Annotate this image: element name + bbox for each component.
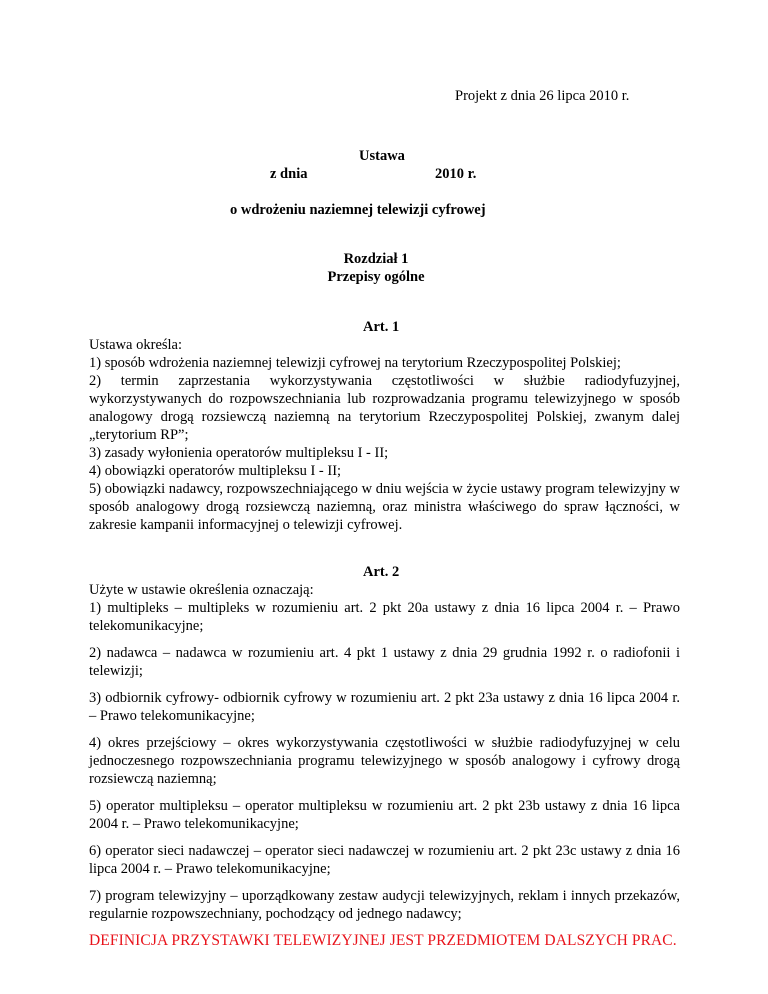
definition-item: 5) operator multipleksu – operator multipleksu w rozumieniu art. 2 pkt 23b ustawy z dnia 16 lipca 2004 r. – Prawo telekomunikacyjne; [89, 798, 680, 832]
date-prefix: z dnia [270, 166, 308, 182]
list-item: 1) sposób wdrożenia naziemnej telewizji cyfrowej na terytorium Rzeczypospolitej Polskiej; [89, 355, 621, 371]
definition-item: 3) odbiornik cyfrowy- odbiornik cyfrowy w rozumieniu art. 2 pkt 23a ustawy z dnia 16 lipca 2004 r. – Prawo telekomunikacyjne; [89, 690, 680, 724]
definition-item: 4) okres przejściowy – okres wykorzystywania częstotliwości w służbie radiodyfuzyjnej w celu jednoczesnego rozpowszechniania programu telewizyjnego w sposób analogowy i cyfrowy drogą rozsiewczą naziemną; [89, 735, 680, 787]
list-item: 4) obowiązki operatorów multipleksu I - II; [89, 463, 342, 479]
list-item: 2) termin zaprzestania wykorzystywania częstotliwości w służbie radiodyfuzyjnej, wykorzystywanych do rozpowszechniania lub rozprowadzania programu telewizyjnego w sposób analogowy drogą rozsiewczą naziemną na terytorium Rzeczypospolitej Polskiej, zwanym dalej „terytorium RP”; [89, 373, 680, 443]
definition-item: 6) operator sieci nadawczej – operator sieci nadawczej w rozumieniu art. 2 pkt 23c ustawy z dnia 16 lipca 2004 r. – Prawo telekomunikacyjne; [89, 843, 680, 877]
definition-item: 2) nadawca – nadawca w rozumieniu art. 4 pkt 1 ustawy z dnia 29 grudnia 1992 r. o radiofonii i telewizji; [89, 645, 680, 679]
article-2-body [89, 581, 680, 950]
article-2-heading: Art. 2 [363, 564, 400, 580]
chapter-number: Rozdział 1 [343, 251, 409, 267]
act-title: Ustawa [359, 148, 405, 164]
definition-item: 1) multipleks – multipleks w rozumieniu art. 2 pkt 20a ustawy z dnia 16 lipca 2004 r. – Prawo telekomunikacyjne; [89, 600, 680, 634]
article-2-intro: Użyte w ustawie określenia oznaczają: [89, 582, 314, 598]
article-1-heading: Art. 1 [363, 319, 400, 335]
article-1-body [89, 336, 680, 534]
definition-item: 7) program telewizyjny – uporządkowany zestaw audycji telewizyjnych, reklam i innych przekazów, regularnie rozpowszechniany, pochodzący od jednego nadawcy; [89, 888, 680, 922]
list-item: 5) obowiązki nadawcy, rozpowszechniającego w dniu wejścia w życie ustawy program telewizyjny w sposób analogowy drogą rozsiewczą naziemną, oraz ministra właściwego do spraw łączności, w zakresie kampanii informacyjnej o telewizji cyfrowej. [89, 481, 680, 533]
chapter-title: Przepisy ogólne [327, 269, 425, 285]
project-date: Projekt z dnia 26 lipca 2010 r. [455, 88, 630, 104]
list-item: 3) zasady wyłonienia operatorów multipleksu I - II; [89, 445, 389, 461]
editorial-note: DEFINICJA PRZYSTAWKI TELEWIZYJNEJ JEST PRZEDMIOTEM DALSZYCH PRAC. [89, 932, 677, 949]
date-year: 2010 r. [435, 166, 477, 182]
act-subject: o wdrożeniu naziemnej telewizji cyfrowej [230, 202, 486, 218]
article-1-intro: Ustawa określa: [89, 337, 183, 353]
